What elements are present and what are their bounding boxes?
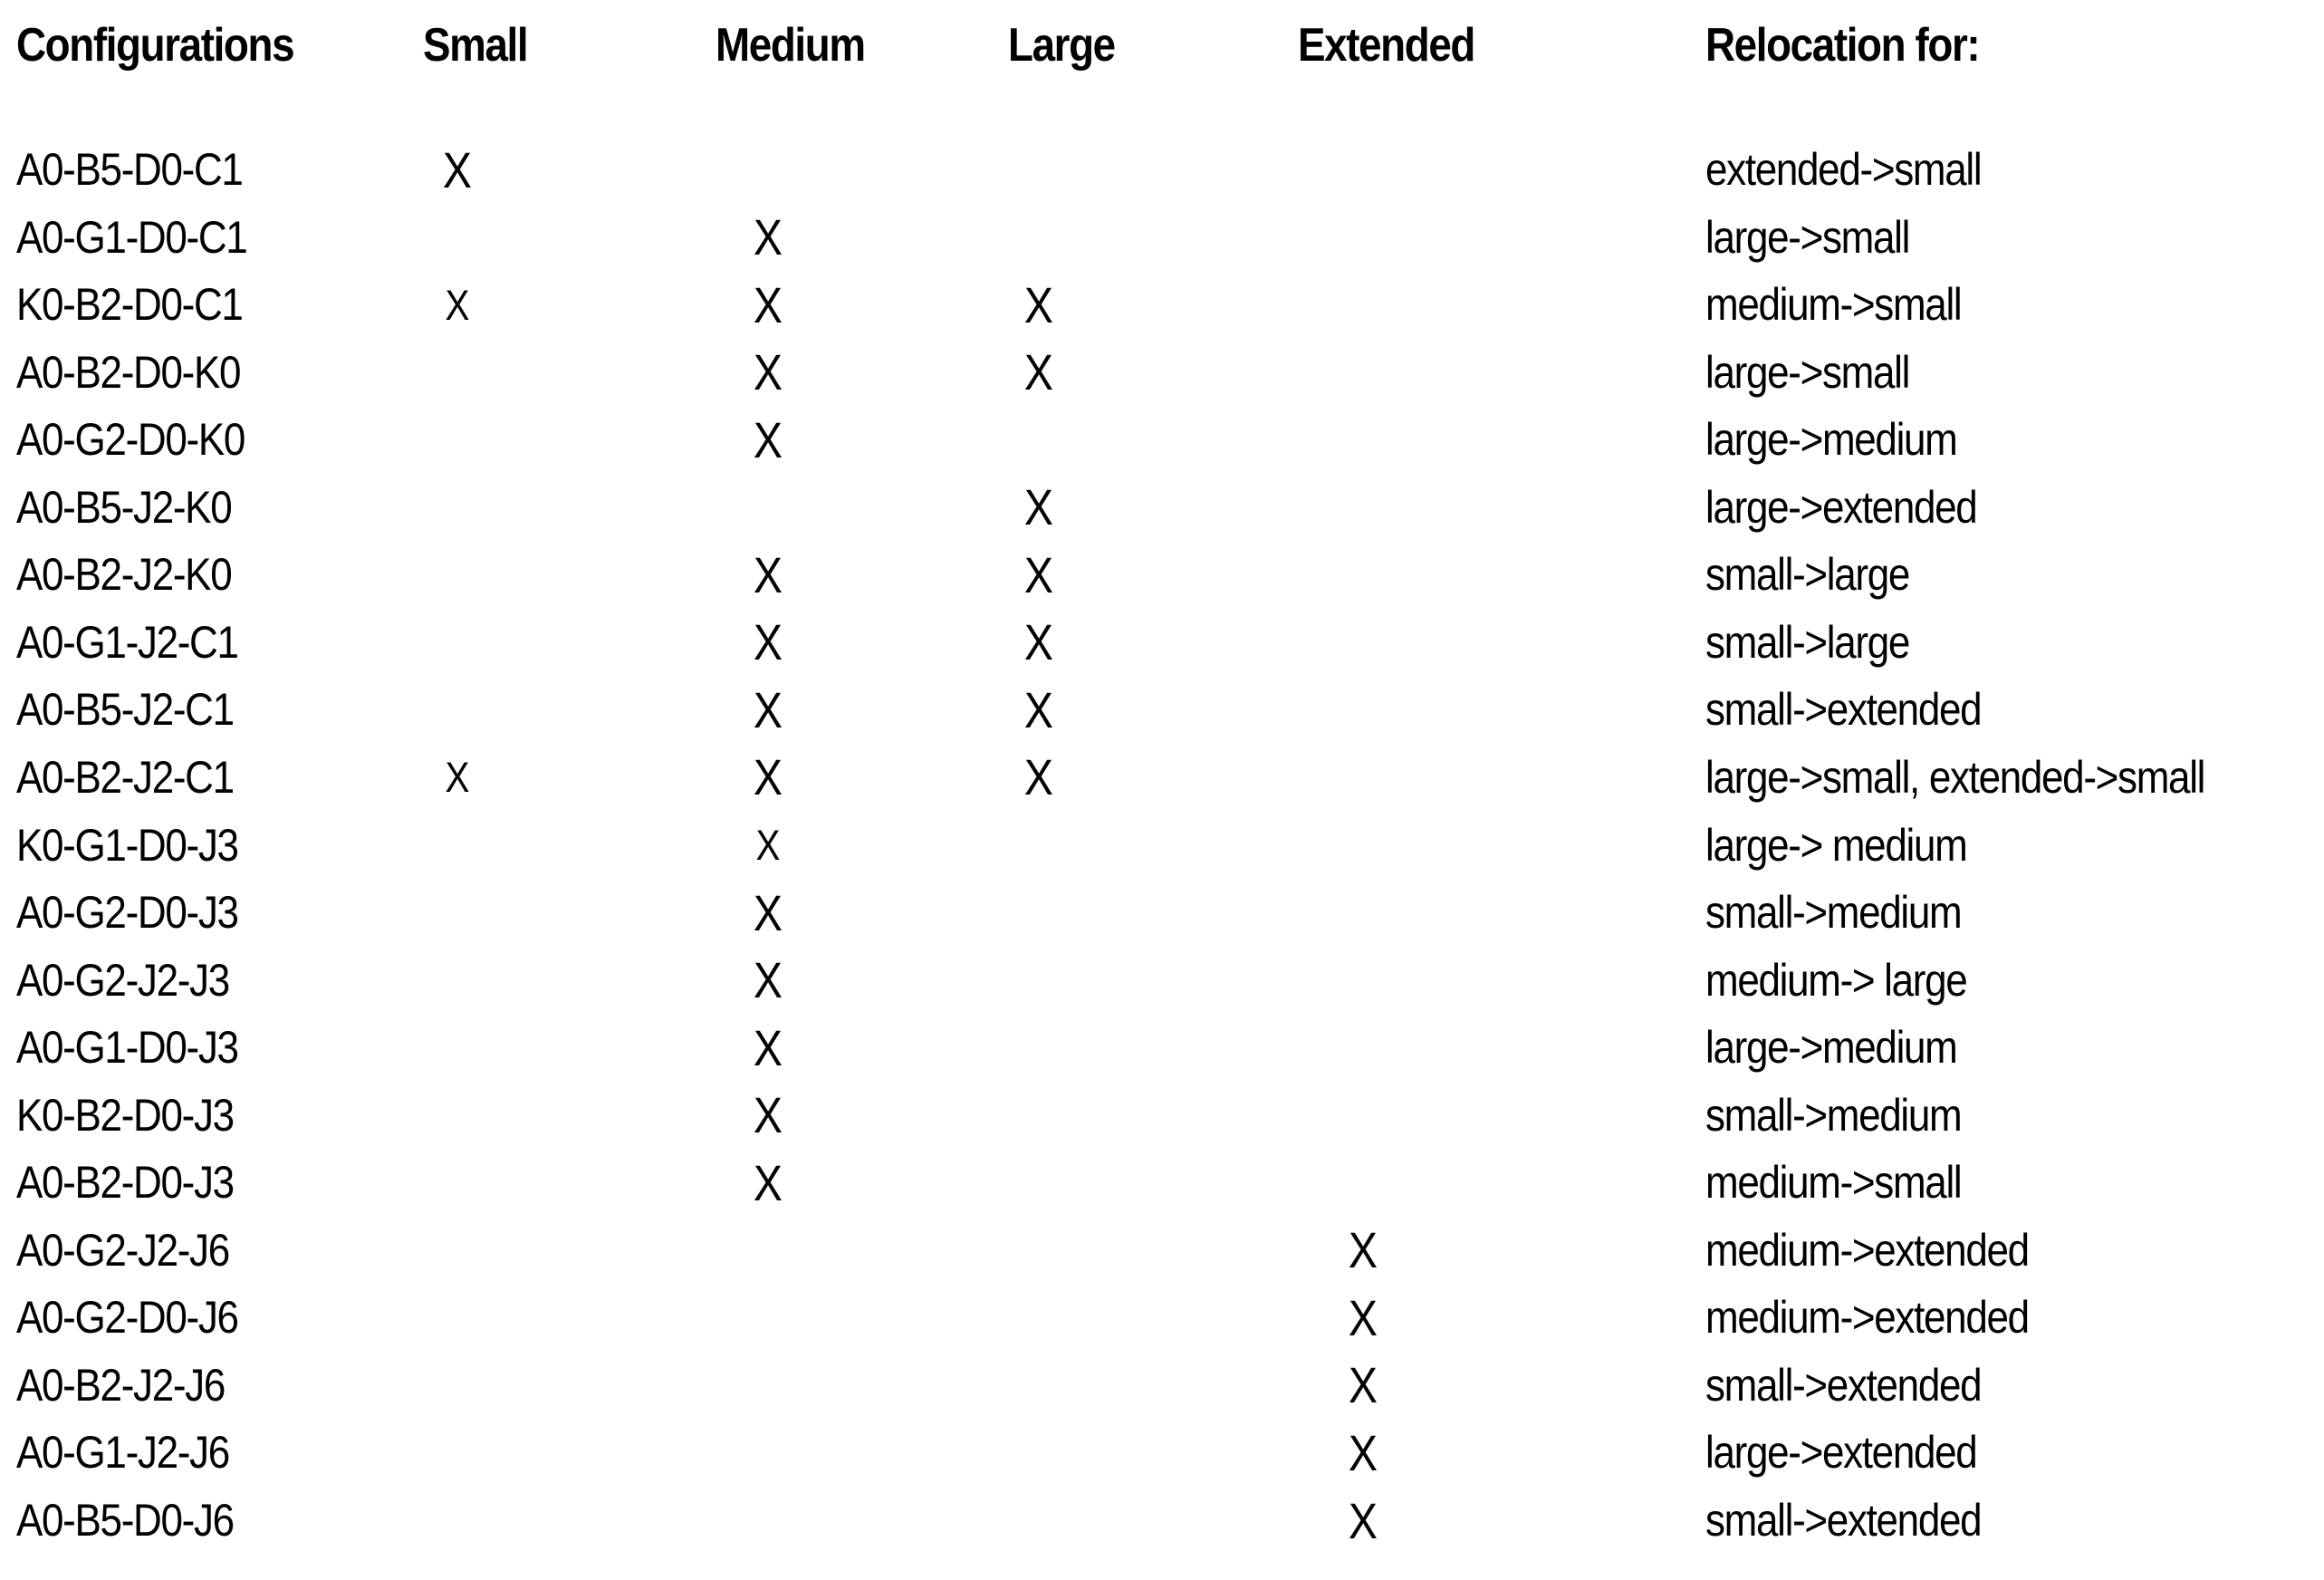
table-row <box>0 1014 2324 1082</box>
config-label: A0-G1-D0-J3 <box>16 1022 238 1074</box>
table-row <box>0 338 2324 406</box>
config-label: K0-B2-D0-C1 <box>16 279 243 331</box>
x-mark-small: X <box>442 140 473 198</box>
config-label: A0-G2-J2-J6 <box>16 1224 229 1276</box>
table-row <box>0 203 2324 271</box>
x-mark-large: X <box>1023 343 1054 401</box>
relocation-value: extended->small <box>1705 144 1982 195</box>
relocation-value: small->large <box>1705 549 1910 601</box>
config-label: A0-B5-J2-K0 <box>16 481 232 533</box>
relocation-value: medium->small <box>1705 1157 1962 1209</box>
relocation-value: large->small, extended->small <box>1705 751 2205 803</box>
x-mark-medium: X <box>753 1153 783 1211</box>
x-mark-extended: X <box>1348 1221 1378 1279</box>
relocation-value: medium-> large <box>1705 954 1967 1006</box>
config-label: A0-B5-D0-J6 <box>16 1495 234 1546</box>
table-row <box>0 406 2324 474</box>
table-row <box>0 1419 2324 1487</box>
x-mark-large: X <box>1023 275 1054 333</box>
x-mark-medium: X <box>753 343 783 401</box>
config-label: A0-G1-J2-J6 <box>16 1427 229 1479</box>
table-row <box>0 1487 2324 1555</box>
config-label: A0-B2-D0-K0 <box>16 346 241 398</box>
x-mark-medium: X <box>753 883 783 941</box>
relocation-value: small->extended <box>1705 1495 1982 1546</box>
config-label: A0-G2-D0-J3 <box>16 887 238 939</box>
config-label: A0-B2-J2-C1 <box>16 751 234 803</box>
x-mark-large: X <box>1023 748 1054 806</box>
relocation-value: large->extended <box>1705 1427 1977 1479</box>
relocation-value: small->medium <box>1705 887 1962 939</box>
x-mark-small: X <box>445 753 470 802</box>
config-label: A0-B5-J2-C1 <box>16 684 234 736</box>
x-mark-medium: X <box>753 545 783 603</box>
config-label: A0-G2-D0-J6 <box>16 1292 238 1344</box>
relocation-value: large-> medium <box>1705 819 1967 871</box>
x-mark-medium: X <box>753 680 783 738</box>
relocation-value: medium->extended <box>1705 1292 2029 1344</box>
config-label: A0-G2-D0-K0 <box>16 414 245 466</box>
table-row <box>0 1216 2324 1284</box>
table-row <box>0 676 2324 744</box>
x-mark-medium: X <box>755 821 781 869</box>
relocation-value: small->medium <box>1705 1089 1962 1141</box>
relocation-value: small->large <box>1705 616 1910 668</box>
config-label: A0-B5-D0-C1 <box>16 144 243 195</box>
config-label: A0-B2-J2-J6 <box>16 1359 226 1411</box>
x-mark-medium: X <box>753 1018 783 1076</box>
x-mark-medium: X <box>753 275 783 333</box>
relocation-value: large->extended <box>1705 481 1977 533</box>
table-row <box>0 1081 2324 1149</box>
config-label: K0-B2-D0-J3 <box>16 1089 234 1141</box>
table-row <box>0 608 2324 676</box>
column-header-configurations: Configurations <box>16 19 294 72</box>
relocation-value: small->extended <box>1705 684 1982 736</box>
column-header-large: Large <box>1008 19 1115 72</box>
table-row <box>0 541 2324 609</box>
table-row <box>0 1149 2324 1217</box>
column-header-relocation: Relocation for: <box>1705 19 1980 72</box>
relocation-value: medium->small <box>1705 279 1962 331</box>
config-label: A0-G1-D0-C1 <box>16 211 247 263</box>
x-mark-medium: X <box>753 613 783 671</box>
config-label: K0-G1-D0-J3 <box>16 819 238 871</box>
x-mark-large: X <box>1023 478 1054 536</box>
column-header-medium: Medium <box>715 19 865 72</box>
relocation-value: large->medium <box>1705 1022 1957 1074</box>
x-mark-large: X <box>1023 545 1054 603</box>
x-mark-medium: X <box>753 748 783 806</box>
table-row <box>0 136 2324 204</box>
x-mark-medium: X <box>753 951 783 1009</box>
relocation-value: large->small <box>1705 346 1910 398</box>
x-mark-extended: X <box>1348 1423 1378 1481</box>
config-label: A0-G1-J2-C1 <box>16 616 238 668</box>
config-label: A0-G2-J2-J3 <box>16 954 229 1006</box>
x-mark-large: X <box>1023 680 1054 738</box>
table-row <box>0 271 2324 339</box>
table-header-row <box>0 11 2324 80</box>
x-mark-medium: X <box>753 208 783 266</box>
config-label: A0-B2-J2-K0 <box>16 549 232 601</box>
x-mark-small: X <box>445 280 470 329</box>
relocation-value: small->extended <box>1705 1359 1982 1411</box>
table-row <box>0 1284 2324 1352</box>
table-row <box>0 811 2324 879</box>
x-mark-extended: X <box>1348 1288 1378 1346</box>
table-row <box>0 879 2324 947</box>
relocation-value: large->medium <box>1705 414 1957 466</box>
x-mark-extended: X <box>1348 1491 1378 1549</box>
table-row <box>0 946 2324 1014</box>
x-mark-medium: X <box>753 1086 783 1144</box>
relocation-value: medium->extended <box>1705 1224 2029 1276</box>
x-mark-extended: X <box>1348 1356 1378 1414</box>
column-header-extended: Extended <box>1298 19 1474 72</box>
x-mark-medium: X <box>753 410 783 468</box>
table-row <box>0 743 2324 811</box>
config-label: A0-B2-D0-J3 <box>16 1157 234 1209</box>
column-header-small: Small <box>423 19 528 72</box>
table-row <box>0 1351 2324 1419</box>
x-mark-large: X <box>1023 613 1054 671</box>
table-row <box>0 473 2324 541</box>
relocation-value: large->small <box>1705 211 1910 263</box>
